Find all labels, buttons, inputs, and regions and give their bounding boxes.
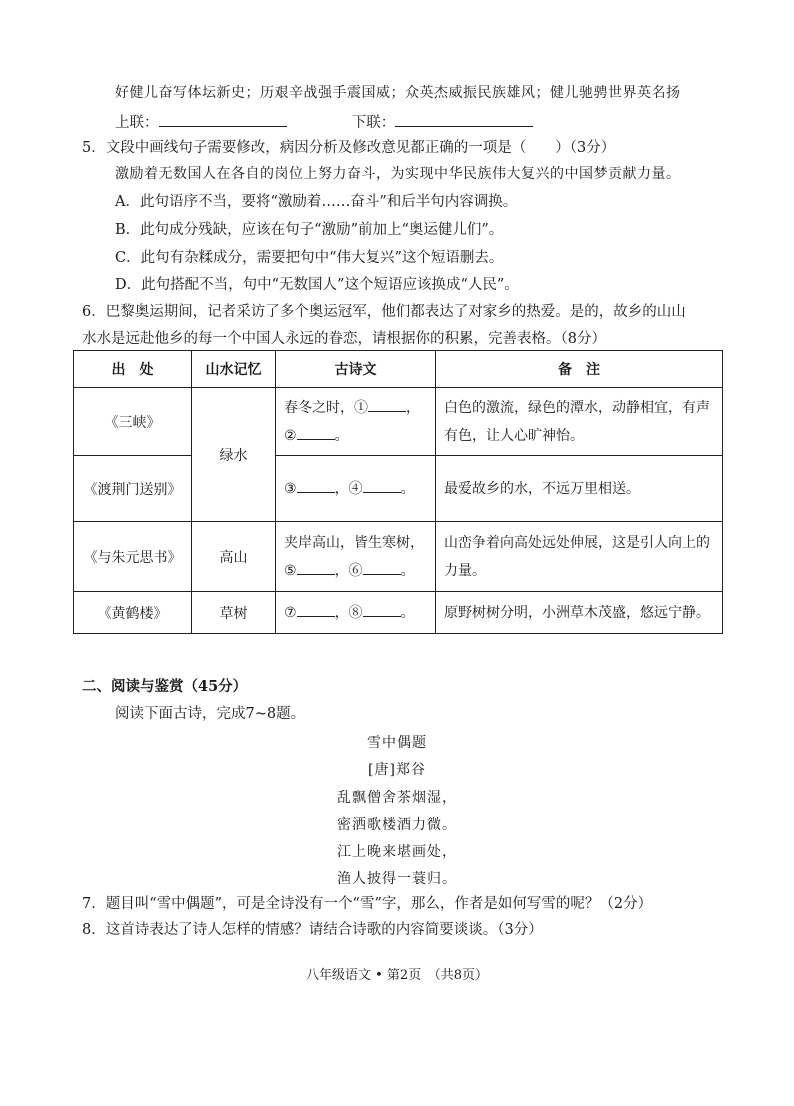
blank-7[interactable] <box>297 603 335 617</box>
header-poem: 古诗文 <box>276 351 436 388</box>
poem-line: 密洒歌楼酒力微。 <box>337 817 457 833</box>
blank-1[interactable] <box>368 398 406 412</box>
note-cell: 原野树树分明，小洲草木茂盛，悠远宁静。 <box>436 592 723 634</box>
q7-text: 7．题目叫“雪中偶题”，可是全诗没有一个“雪”字，那么，作者是如何写雪的呢？（2分） <box>82 896 653 912</box>
poem-cell: 春冬之时，① ， ② 。 <box>276 388 436 456</box>
table-row <box>74 456 723 522</box>
q5-option-b[interactable]: B．此句成分残缺，应该在句子“激励”前加上“奥运健儿们”。 <box>115 222 504 238</box>
couplet-text: 好健儿奋写体坛新史；历艰辛战强手震国威；众英杰威振民族雄风；健儿驰骋世界英名扬 <box>115 85 681 101</box>
source-cell: 《黄鹤楼》 <box>74 592 192 634</box>
poem-cell: ③ ，④ 。 <box>276 456 436 522</box>
header-memory: 山水记忆 <box>192 351 276 388</box>
q6-stem-line2: 水水是远赴他乡的每一个中国人永远的眷恋，请根据你的积累，完善表格。（8分） <box>82 331 606 347</box>
table-row <box>74 592 723 634</box>
source-cell: 《与朱元思书》 <box>74 522 192 592</box>
note-cell: 白色的激流，绿色的潭水，动静相宜，有声有色，让人心旷神怡。 <box>436 388 723 456</box>
q5-option-d[interactable]: D．此句搭配不当，句中“无数国人”这个短语应该换成“人民”。 <box>115 277 519 293</box>
q6-table <box>73 350 723 634</box>
couplet-answer-row <box>115 112 533 133</box>
q5-option-c[interactable]: C．此句有杂糅成分，需要把句中“伟大复兴”这个短语删去。 <box>115 250 504 266</box>
memory-cell: 高山 <box>192 522 276 592</box>
blank-2[interactable] <box>297 426 335 440</box>
section2-intro: 阅读下面古诗，完成7~8题。 <box>115 706 306 722</box>
blank-4[interactable] <box>363 479 401 493</box>
poem-cell: 夹岸高山，皆生寒树， ⑤ ，⑥ 。 <box>276 522 436 592</box>
poem-cell: ⑦ ，⑧ 。 <box>276 592 436 634</box>
memory-cell-merged: 绿水 <box>192 388 276 522</box>
poem-title: 雪中偶题 <box>367 735 427 751</box>
lower-couplet-blank[interactable] <box>395 112 533 127</box>
blank-8[interactable] <box>363 603 401 617</box>
header-source: 出 处 <box>74 351 192 388</box>
page-footer: 八年级语文 • 第2页 （共8页） <box>306 968 488 983</box>
blank-3[interactable] <box>297 479 335 493</box>
upper-couplet-label: 上联： <box>115 115 159 131</box>
source-cell: 《三峡》 <box>74 388 192 456</box>
poem-line: 江上晚来堪画处， <box>337 844 457 860</box>
q6-stem-line1: 6．巴黎奥运期间，记者采访了多个奥运冠军，他们都表达了对家乡的热爱。是的，故乡的山山 <box>82 304 686 320</box>
poem-line: 渔人披得一蓑归。 <box>337 871 457 887</box>
source-cell: 《渡荆门送别》 <box>74 456 192 522</box>
poem-author: [唐]郑谷 <box>368 762 426 778</box>
q5-sentence: 激励着无数国人在各自的岗位上努力奋斗，为实现中华民族伟大复兴的中国梦贡献力量。 <box>115 166 681 182</box>
header-note: 备 注 <box>436 351 723 388</box>
upper-couplet-blank[interactable] <box>159 112 287 127</box>
note-cell: 山峦争着向高处远处伸展，这是引人向上的力量。 <box>436 522 723 592</box>
poem-line: 乱飘僧舍茶烟湿， <box>337 790 457 806</box>
q5-stem: 5．文段中画线句子需要修改，病因分析及修改意见都正确的一项是（ ）（3分） <box>82 140 616 156</box>
q5-option-a[interactable]: A．此句语序不当，要将“激励着……奋斗”和后半句内容调换。 <box>115 194 518 210</box>
blank-6[interactable] <box>363 561 401 575</box>
table-header-row <box>74 351 723 388</box>
memory-cell: 草树 <box>192 592 276 634</box>
table-row <box>74 388 723 456</box>
lower-couplet-label: 下联： <box>351 115 396 131</box>
section2-title: 二、阅读与鉴赏（45分） <box>82 678 248 695</box>
note-cell: 最爱故乡的水，不远万里相送。 <box>436 456 723 522</box>
blank-5[interactable] <box>297 561 335 575</box>
table-row <box>74 522 723 592</box>
q8-text: 8．这首诗表达了诗人怎样的情感？请结合诗歌的内容简要谈谈。（3分） <box>82 922 543 938</box>
